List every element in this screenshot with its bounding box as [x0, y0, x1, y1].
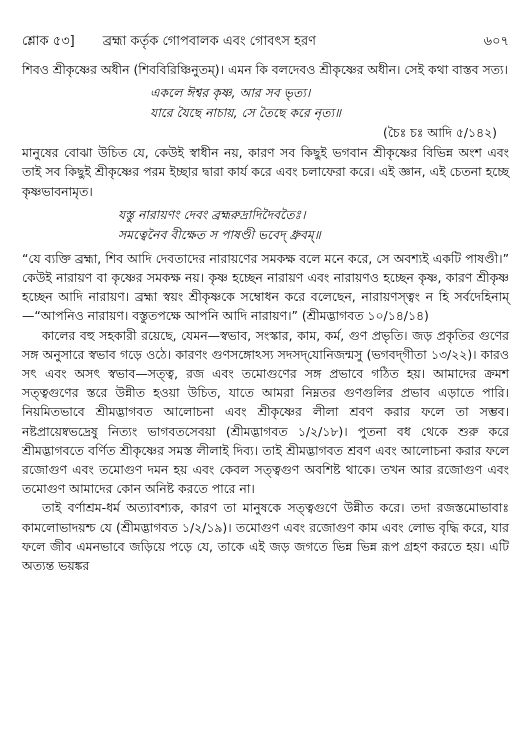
- paragraph-1: শিবও শ্রীকৃষ্ণের অধীন (শিববিরিঞ্চিনুতম্)। এমন কি বলদেবও শ্রীকৃষ্ণের অধীন। সেই কথা বাস্তব সত্য।: [22, 62, 508, 77]
- verse-1-line-2: যারে যৈছে নাচায়, সে তৈছে করে নৃত্য॥: [150, 105, 342, 121]
- verse-2-line-2: সমত্বেনৈব বীক্ষেত স পাষণ্ডী ভবেদ্ ধ্রুবম্॥: [118, 226, 321, 242]
- paragraph-2: মানুষের বোঝা উচিত যে, কেউই স্বাধীন নয়, কারণ সব কিছুই ভগবান শ্রীকৃষ্ণের বিভিন্ন অংশ এবং তাই সব কিছুই শ্রীকৃষ্ণের পরম ইচ্ছার দ্বারা কার্য করে এবং চলাফেরা করে। এই জ্ঞান, এই চেতনা হচ্ছে কৃষ্ণভাবনামৃত।: [22, 145, 509, 199]
- sloka-label: শ্লোক ৫৩]: [22, 34, 75, 49]
- verse-1-line-1: একলে ঈশ্বর কৃষ্ণ, আর সব ভৃত্য।: [150, 85, 311, 101]
- page-header: [22, 34, 509, 50]
- paragraph-5: তাই বর্ণাশ্রম-ধর্ম অত্যাবশ্যক, কারণ তা মানুষকে সত্ত্বগুণে উন্নীত করে। তদা রজস্তমোভাবাঃ কামলোভাদয়শ্চ যে (শ্রীমদ্ভাগবত ১/২/১৯)। তমোগুণ এবং রজোগুণ কাম এবং লোভ বৃদ্ধি করে, যার ফলে জীব এমনভাবে জড়িয়ে পড়ে যে, তাকে এই জড় জগতে ভিন্ন ভিন্ন রূপ গ্রহণ করতে হয়। এটি অত্যন্ত ভয়ঙ্কর: [22, 500, 509, 574]
- chapter-title: ব্রহ্মা কর্তৃক গোপবালক এবং গোবৎস হরণ: [102, 34, 316, 49]
- paragraph-4: কালের বহু সহকারী রয়েছে, যেমন—স্বভাব, সংস্কার, কাম, কর্ম, গুণ প্রভৃতি। জড় প্রকৃতির গুণের সঙ্গ অনুসারে স্বভাব গড়ে ওঠে। কারণং গুণসঙ্গোঽস্য সদসদ্‌যোনিজন্মসু (ভগবদ্‌গীতা ১৩/২২)। কারও সৎ এবং অসৎ স্বভাব—সত্ত্ব, রজ এবং তমোগুণের সঙ্গ প্রভাবে গঠিত হয়। আমাদের ক্রমশ সত্ত্বগুণের স্তরে উন্নীত হওয়া উচিত, যাতে আমরা নিম্নতর গুণগুলির প্রভাব এড়াতে পারি। নিয়মিতভাবে শ্রীমদ্ভাগবত আলোচনা এবং শ্রীকৃষ্ণের লীলা শ্রবণ করার ফলে তা সম্ভব। নষ্টপ্রায়েষ্বভদ্রেষু নিত্যং ভাগবতসেবয়া (শ্রীমদ্ভাগবত ১/২/১৮)। পুতনা বধ থেকে শুরু করে শ্রীমদ্ভাগবতে বর্ণিত শ্রীকৃষ্ণের সমস্ত লীলাই দিব্য। তাই শ্রীমদ্ভাগবত শ্রবণ এবং আলোচনা করার ফলে রজোগুণ এবং তমোগুণ দমন হয় এবং কেবল সত্ত্বগুণ অবশিষ্ট থাকে। তখন আর রজোগুণ এবং তমোগুণ আমাদের কোন অনিষ্ট করতে পারে না।: [22, 327, 509, 497]
- verse-1-reference: (চৈঃ চঃ আদি ৫/১৪২): [383, 125, 497, 141]
- paragraph-3: “যে ব্যক্তি ব্রহ্মা, শিব আদি দেবতাদের নারায়ণের সমকক্ষ বলে মনে করে, সে অবশ্যই একটি পাষণ্ডী।” কেউই নারায়ণ বা কৃষ্ণের সমকক্ষ নয়। কৃষ্ণ হচ্ছেন নারায়ণ এবং নারায়ণও হচ্ছেন কৃষ্ণ, কারণ শ্রীকৃষ্ণ হচ্ছেন আদি নারায়ণ। ব্রহ্মা স্বয়ং শ্রীকৃষ্ণকে সম্বোধন করে বলেছেন, নারায়ণস্ত্বং ন হি সর্বদেহিনাম্—“আপনিও নারায়ণ। বস্তুতপক্ষে আপনি আদি নারায়ণ।” (শ্রীমদ্ভাগবত ১০/১৪/১৪): [22, 250, 509, 324]
- page-number: ৬০৭: [483, 34, 509, 49]
- header-left: [22, 34, 316, 50]
- verse-2-line-1: যস্তু নারায়ণং দেবং ব্রহ্মরুদ্রাদিদৈবতৈঃ।: [118, 206, 306, 222]
